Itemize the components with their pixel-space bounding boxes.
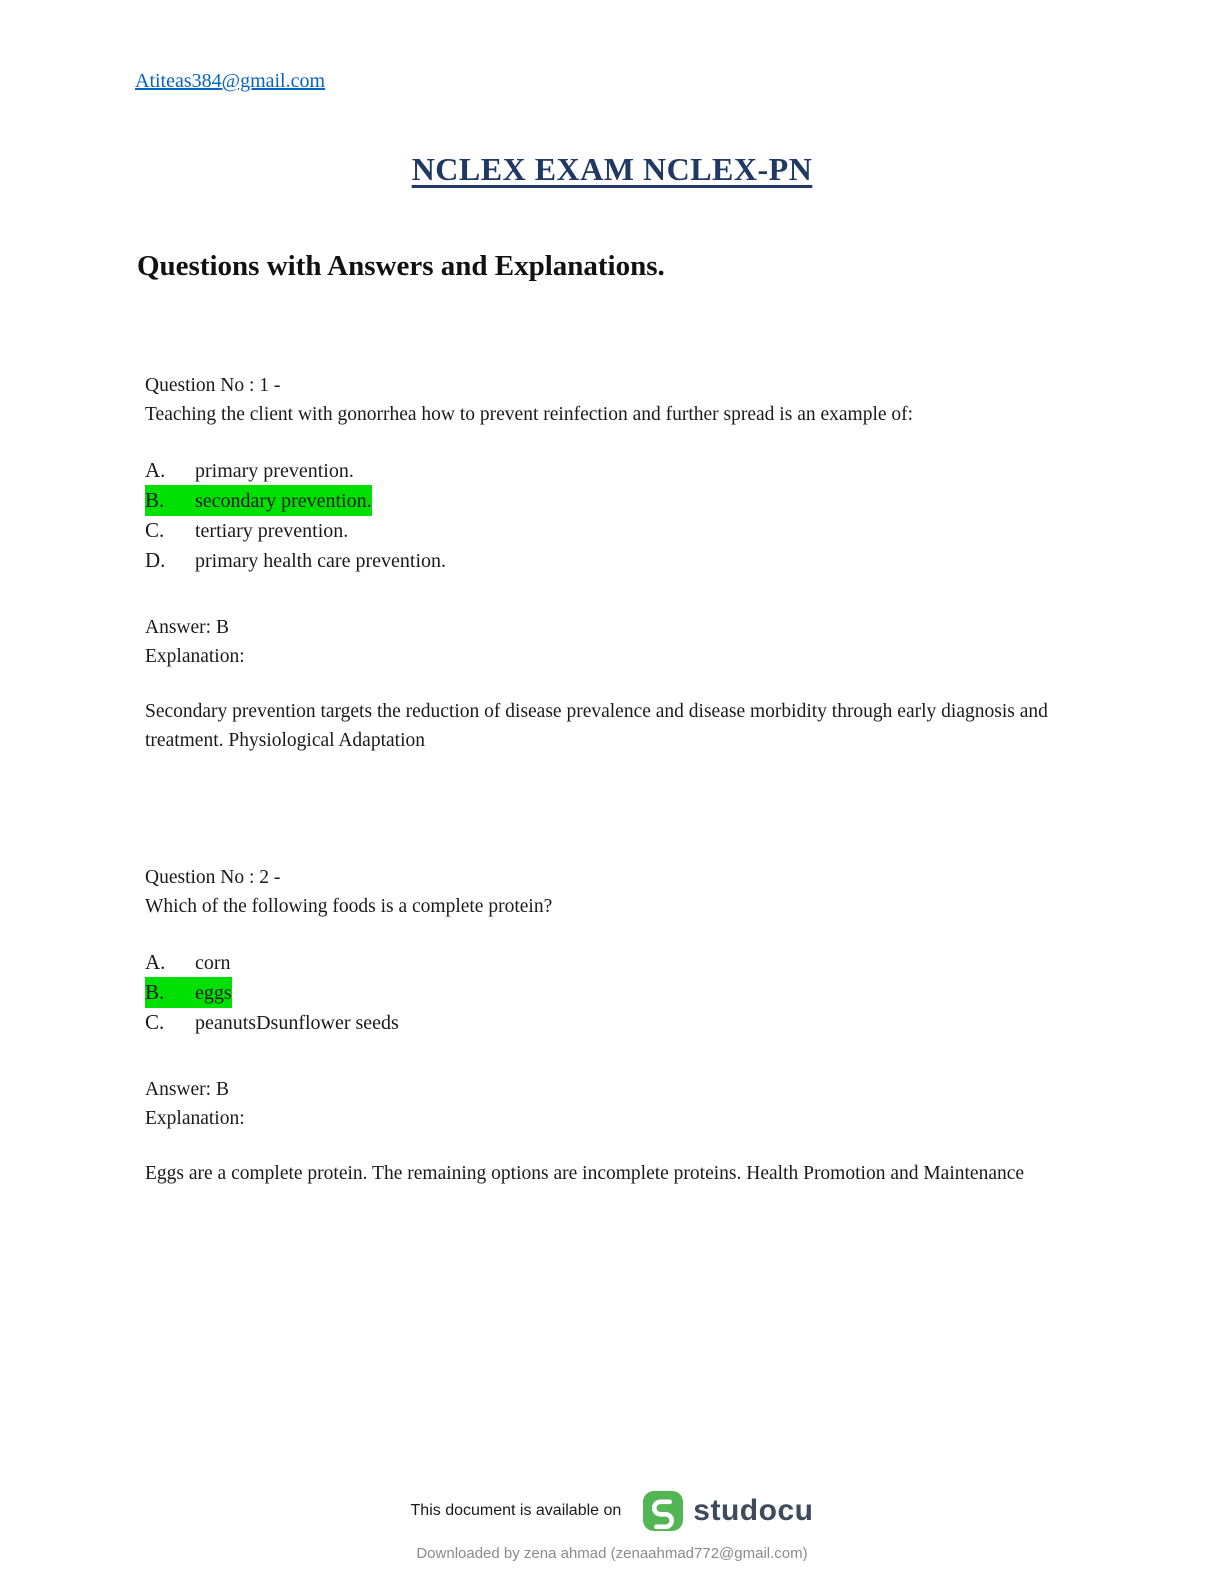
question-text: Which of the following foods is a complete protein? <box>145 896 553 917</box>
options-list <box>145 947 1089 1037</box>
option-row <box>145 977 1089 1007</box>
option-text: tertiary prevention. <box>195 520 349 542</box>
options-list <box>145 455 1089 575</box>
option-letter: A. <box>145 458 166 482</box>
question-text: Teaching the client with gonorrhea how to prevent reinfection and further spread is an example of: <box>145 404 914 425</box>
page-subtitle: Questions with Answers and Explanations. <box>137 250 665 282</box>
option-letter: C. <box>145 518 165 542</box>
studocu-logo[interactable] <box>643 1491 813 1531</box>
option-text: eggs <box>195 982 232 1004</box>
explanation-text: Eggs are a complete protein. The remaining options are incomplete proteins. Health Promotion and Maintenance <box>145 1163 1025 1184</box>
studocu-icon <box>643 1491 683 1531</box>
option-row <box>145 455 1089 485</box>
option-letter: D. <box>145 548 166 572</box>
question-label: Question No : 1 - <box>145 375 281 396</box>
option-content-highlighted <box>145 977 232 1008</box>
email-link[interactable]: Atiteas384@gmail.com <box>135 70 326 92</box>
option-row <box>145 485 1089 515</box>
explanation-label: Explanation: <box>145 646 245 667</box>
footer-brand-row <box>0 1491 1224 1531</box>
option-text: primary health care prevention. <box>195 550 446 572</box>
option-content <box>145 545 446 576</box>
answer-line: Answer: B <box>145 1079 229 1100</box>
option-letter: C. <box>145 1010 165 1034</box>
option-letter: A. <box>145 950 166 974</box>
explanation-label: Explanation: <box>145 1108 245 1129</box>
option-row <box>145 545 1089 575</box>
option-row <box>145 947 1089 977</box>
page-title: NCLEX EXAM NCLEX-PN <box>411 151 813 187</box>
question-label: Question No : 2 - <box>145 867 281 888</box>
option-content <box>145 455 354 486</box>
answer-line: Answer: B <box>145 617 229 638</box>
option-text: secondary prevention. <box>195 490 372 512</box>
option-text: peanutsDsunflower seeds <box>195 1012 399 1034</box>
downloaded-by-text: Downloaded by zena ahmad (zenaahmad772@gmail.com) <box>416 1545 808 1562</box>
explanation-text: Secondary prevention targets the reduction of disease prevalence and disease morbidity through early diagnosis and treatment. Physiological Adaptation <box>145 701 1048 751</box>
option-text: corn <box>195 952 231 974</box>
option-content-highlighted <box>145 485 372 516</box>
available-on-text: This document is available on <box>410 1502 622 1519</box>
option-content <box>145 947 231 978</box>
option-letter: B. <box>145 488 165 512</box>
option-row <box>145 515 1089 545</box>
option-content <box>145 1007 399 1038</box>
question-block-1 <box>145 371 1089 755</box>
footer <box>0 1491 1224 1562</box>
option-text: primary prevention. <box>195 460 354 482</box>
studocu-wordmark: studocu <box>693 1494 814 1527</box>
question-block-2 <box>145 863 1089 1188</box>
option-letter: B. <box>145 980 165 1004</box>
option-content <box>145 515 348 546</box>
option-row <box>145 1007 1089 1037</box>
